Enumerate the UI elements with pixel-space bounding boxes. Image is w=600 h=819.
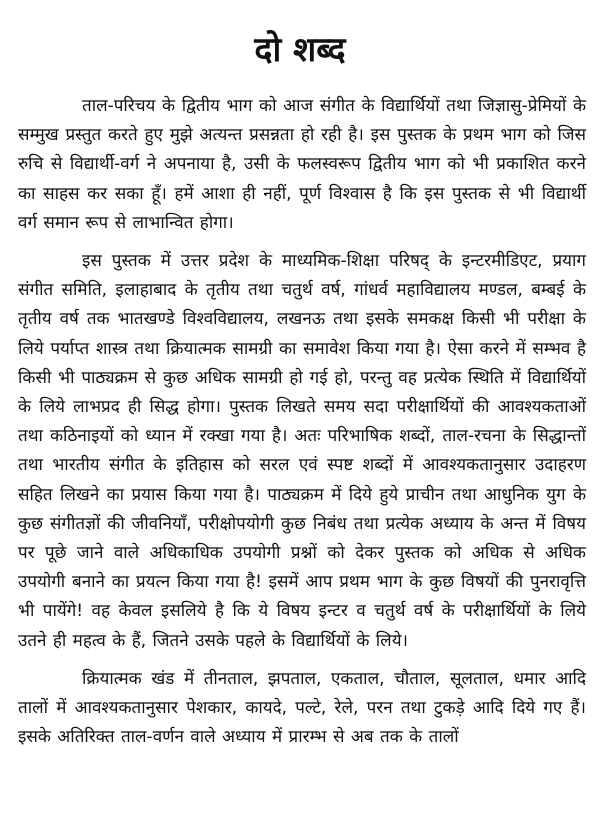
body-text [18,92,586,761]
paragraph-intro: ताल-परिचय के द्वितीय भाग को आज संगीत के विद्यार्थियों तथा जिज्ञासु-प्रेमियों के सम्मुख प्रस्तुत करते हुए मुझे अत्यन्त प्रसन्नता हो रही है। इस पुस्तक के प्रथम भाग को जिस रुचि से विद्यार्थी-वर्ग ने अपनाया है, उसी के फलस्वरूप द्वितीय भाग को भी प्रकाशित करने का साहस कर सका हूँ। हमें आशा ही नहीं, पूर्ण विश्वास है कि इस पुस्तक से भी विद्यार्थी वर्ग समान रूप से लाभान्वित होगा। [18,96,586,233]
paragraph-contents: इस पुस्तक में उत्तर प्रदेश के माध्यमिक-शिक्षा परिषद् के इन्टरमीडिएट, प्रयाग संगीत समिति, इलाहाबाद के तृतीय तथा चतुर्थ वर्ष, गांधर्व महाविद्यालय मण्डल, बम्बई के तृतीय वर्ष तक भातखण्डे विश्वविद्यालय, लखनऊ तथा इसके समकक्ष किसी भी परीक्षा के लिये पर्याप्त शास्त्र तथा क्रियात्मक सामग्री का समावेश किया गया है। ऐसा करने में सम्भव है किसी भी पाठ्यक्रम से कुछ अधिक सामग्री हो गई हो, परन्तु वह प्रत्येक स्थिति में विद्यार्थियों के लिये लाभप्रद ही सिद्ध होगा। पुस्तक लिखते समय सदा परीक्षार्थियों की आवश्यकताओं तथा कठिनाइयों को ध्यान में रक्खा गया है। अतः परिभाषिक शब्दों, ताल-रचना के सिद्धान्तों तथा भारतीय संगीत के इतिहास को सरल एवं स्पष्ट शब्दों में आवश्यकतानुसार उदाहरण सहित लिखने का प्रयास किया गया है। पाठ्यक्रम में दिये हुये प्राचीन तथा आधुनिक युग के कुछ संगीतज्ञों की जीवनियाँ, परीक्षोपयोगी कुछ निबंध तथा प्रत्येक अध्याय के अन्त में विषय पर पूछे जाने वाले अधिकाधिक उपयोगी प्रश्नों को देकर पुस्तक को अधिक से अधिक उपयोगी बनाने का प्रयत्न किया गया है! इसमें आप प्रथम भाग के कुछ विषयों की पुनरावृत्ति भी पायेंगे! वह केवल इसलिये है कि ये विषय इन्टर व चतुर्थ वर्ष के परीक्षार्थियों के लिये उतने ही महत्व के हैं, जितने उसके पहले के विद्यार्थियों के लिये। [18,251,586,651]
paragraph-practical: क्रियात्मक खंड में तीनताल, झपताल, एकताल, चौताल, सूलताल, धमार आदि तालों में आवश्यकतानुसार पेशकार, कायदे, पल्टे, रेले, परन तथा टुकड़े आदि दिये गए हैं। इसके अतिरिक्त ताल-वर्णन वाले अध्याय में प्रारम्भ से अब तक के तालों [18,668,586,748]
page-title: दो शब्द [254,30,346,70]
